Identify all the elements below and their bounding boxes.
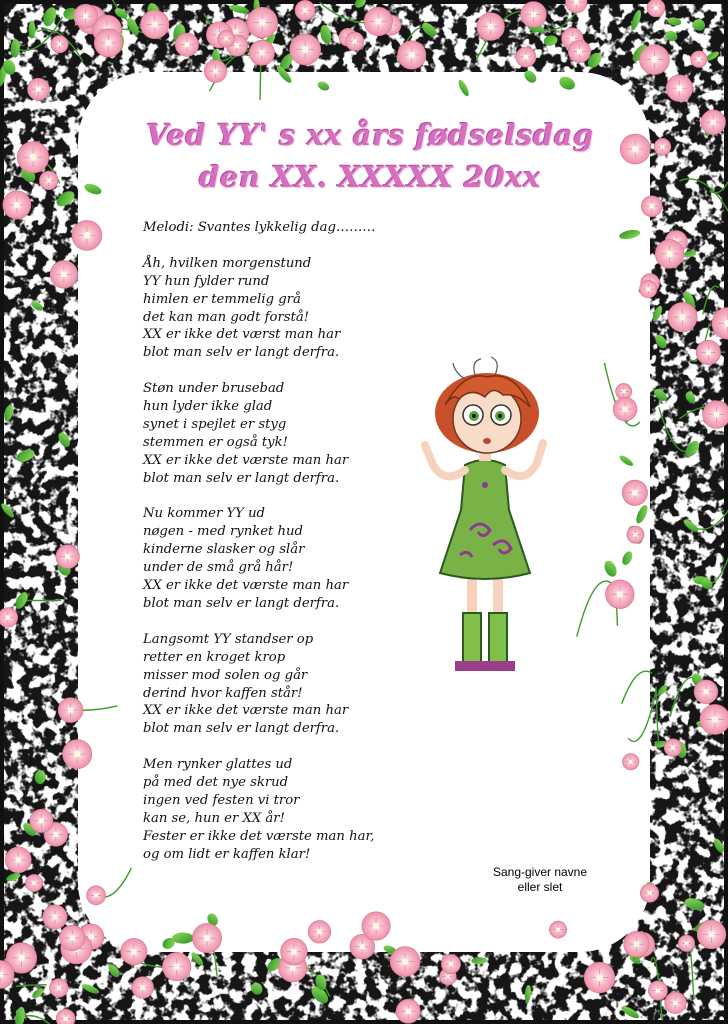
flower-icon — [175, 33, 198, 56]
note-line-2: eller slet — [517, 880, 563, 894]
stanza — [143, 756, 443, 863]
flower-icon — [398, 41, 426, 69]
flower-icon — [477, 13, 505, 41]
flower-icon — [516, 47, 536, 67]
flower-icon — [622, 480, 647, 505]
flower-icon — [648, 981, 667, 1000]
lyric-line: kan se, hun er XX år! — [143, 810, 285, 826]
flower-icon — [72, 220, 102, 250]
lyric-line: Åh, hvilken morgenstund — [143, 255, 312, 271]
flower-icon — [694, 680, 718, 704]
title-line-2: den XX. XXXXX 20xx — [199, 160, 541, 194]
flower-icon — [281, 938, 308, 965]
lyric-line: himlen er temmelig grå — [143, 291, 301, 307]
lyric-line: blot man selv er langt derfra. — [143, 345, 340, 361]
lyric-line: XX er ikke det værste man har — [143, 452, 349, 468]
flower-icon — [51, 36, 68, 53]
flower-icon — [668, 302, 697, 331]
lyric-line: på med det nye skrud — [143, 775, 289, 791]
stanza — [143, 380, 443, 487]
flower-icon — [247, 7, 278, 38]
flower-icon — [204, 60, 227, 83]
flower-icon — [121, 938, 147, 964]
title-line-1: Ved YY' s xx års fødselsdag — [146, 118, 594, 152]
cartoon-girl-illustration — [405, 345, 565, 695]
lyric-line: og om lidt er kaffen klar! — [143, 846, 311, 862]
lyric-line: XX er ikke det værste man har — [143, 578, 349, 594]
lyric-line: blot man selv er langt derfra. — [143, 470, 340, 486]
flower-icon — [362, 912, 390, 940]
flower-icon — [701, 110, 726, 135]
flower-icon — [568, 40, 590, 62]
flower-icon — [697, 920, 726, 949]
flower-icon — [703, 401, 728, 429]
flower-icon — [696, 340, 720, 364]
flower-icon — [39, 171, 58, 190]
flower-icon — [613, 397, 637, 421]
flower-icon — [622, 753, 638, 769]
flower-icon — [63, 739, 92, 768]
flower-icon — [132, 977, 154, 999]
lyric-line: stemmen er også tyk! — [143, 434, 288, 450]
lyric-line: synet i spejlet er styg — [143, 416, 287, 432]
flower-icon — [665, 992, 687, 1014]
flower-icon — [58, 698, 83, 723]
flower-icon — [521, 2, 547, 28]
flower-icon — [624, 931, 650, 957]
flower-icon — [50, 261, 78, 289]
flower-icon — [43, 905, 67, 929]
lyric-line: misser mod solen og går — [143, 667, 308, 683]
lyric-line: det kan man godt forstå! — [143, 309, 309, 325]
flower-icon — [295, 0, 315, 20]
lyric-line: Langsomt YY standser op — [143, 631, 314, 647]
flower-icon — [218, 30, 235, 47]
lyric-line: kinderne slasker og slår — [143, 542, 305, 558]
flower-icon — [396, 999, 420, 1023]
lyric-line: hun lyder ikke glad — [143, 399, 273, 415]
stanza — [143, 631, 443, 738]
melody-line: Melodi: Svantes lykkelig dag……… — [143, 220, 376, 235]
song-lyrics — [143, 219, 443, 881]
flower-icon — [666, 75, 693, 102]
lyric-line: Men rynker glattes ud — [143, 757, 293, 773]
flower-icon — [641, 196, 662, 217]
flower-icon — [678, 935, 694, 951]
flower-icon — [640, 45, 670, 75]
flower-icon — [606, 580, 635, 609]
flower-icon — [640, 280, 658, 298]
flower-icon — [192, 923, 221, 952]
flower-icon — [50, 979, 69, 998]
flower-icon — [74, 4, 98, 28]
stanza — [143, 505, 443, 612]
lyric-line: blot man selv er langt derfra. — [143, 721, 340, 737]
lyric-line: nøgen - med rynket hud — [143, 524, 303, 540]
flower-icon — [5, 847, 31, 873]
flower-icon — [627, 526, 644, 543]
flower-icon — [87, 886, 106, 905]
lyric-line: retter en kroget krop — [143, 649, 286, 665]
flower-icon — [654, 138, 671, 155]
lyric-line: ingen ved festen vi tror — [143, 792, 300, 808]
lyric-line: Fester er ikke det værste man har, — [143, 828, 375, 844]
flower-icon — [249, 40, 274, 65]
flower-icon — [664, 739, 681, 756]
lyric-line: derind hvor kaffen står! — [143, 685, 303, 701]
flower-icon — [550, 921, 567, 938]
flower-icon — [390, 947, 420, 977]
flower-icon — [30, 809, 53, 832]
song-giver-note — [470, 865, 610, 895]
lyric-line: blot man selv er langt derfra. — [143, 595, 340, 611]
flower-icon — [290, 34, 321, 65]
flower-icon — [59, 925, 85, 951]
flower-icon — [655, 240, 684, 269]
flower-icon — [3, 191, 31, 219]
note-line-1: Sang-giver navne — [492, 865, 588, 879]
flower-icon — [441, 954, 460, 973]
flower-icon — [308, 920, 331, 943]
flower-icon — [25, 874, 42, 891]
flower-icon — [94, 29, 122, 57]
stanza — [143, 255, 443, 362]
flower-icon — [162, 952, 190, 980]
flower-icon — [140, 10, 168, 38]
lyric-line: YY hun fylder rund — [143, 273, 270, 289]
lyric-line: under de små grå hår! — [143, 560, 294, 576]
flower-icon — [345, 32, 363, 50]
flower-icon — [56, 545, 80, 569]
flower-icon — [364, 7, 393, 36]
flower-icon — [640, 884, 659, 903]
flower-icon — [27, 78, 49, 100]
flower-icon — [584, 962, 615, 993]
flower-icon — [0, 608, 18, 628]
flower-icon — [647, 0, 665, 17]
flower-icon — [691, 51, 708, 68]
lyric-line: XX er ikke det værst man har — [143, 327, 341, 343]
lyric-line: Støn under brusebad — [143, 381, 285, 397]
lyric-line: Nu kommer YY ud — [143, 506, 266, 522]
flower-icon — [17, 142, 49, 174]
flower-icon — [700, 704, 728, 734]
lyric-line: XX er ikke det værste man har — [143, 703, 349, 719]
